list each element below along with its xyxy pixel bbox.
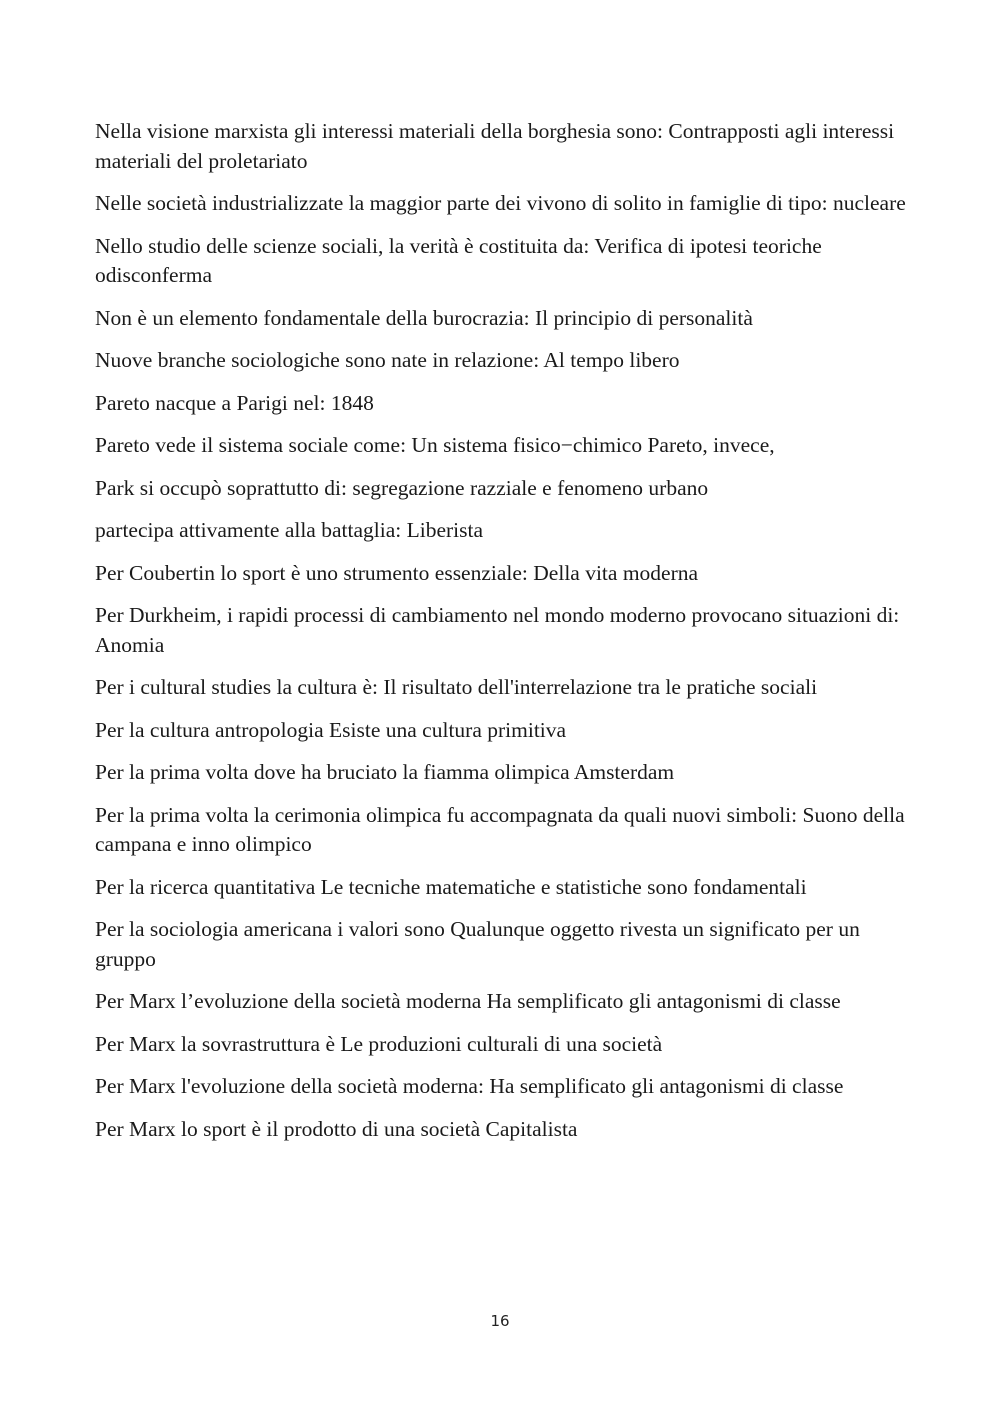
entry-text: Per la cultura antropologia Esiste una cultura primitiva [95, 717, 567, 742]
entry-text: Per la prima volta la cerimonia olimpica fu accompagnata da quali nuovi simboli: Suono della campana e inno olimpico [95, 802, 905, 856]
entry-text: Per Coubertin lo sport è uno strumento essenziale: Della vita moderna [95, 560, 699, 585]
entry-text: Per Marx l'evoluzione della società moderna: Ha semplificato gli antagonismi di classe [95, 1074, 844, 1098]
entry-text: Nuove branche sociologiche sono nate in relazione: Al tempo libero [95, 348, 680, 372]
entry-text: Per Durkheim, i rapidi processi di cambiamento nel mondo moderno provocano situazioni di: Anomia [95, 603, 900, 657]
entry-text: Nella visione marxista gli interessi materiali della borghesia sono: Contrapposti agli interessi materiali del proletariato [95, 119, 895, 173]
entry-text: Per i cultural studies la cultura è: Il risultato dell'interrelazione tra le pratiche sociali [95, 675, 818, 699]
document-body [95, 117, 915, 1157]
entry-text: Per la ricerca quantitativa Le tecniche matematiche e statistiche sono fondamentali [95, 874, 807, 899]
entry-text: Per Marx la sovrastruttura è Le produzioni culturali di una società [95, 1031, 663, 1056]
entry-text: partecipa attivamente alla battaglia: Liberista [95, 518, 484, 542]
entry-text: Per Marx l’evoluzione della società moderna Ha semplificato gli antagonismi di classe [95, 989, 841, 1013]
entry-text: Nello studio delle scienze sociali, la verità è costituita da: Verifica di ipotesi teoriche odisconferma [95, 233, 822, 287]
entry-text: Nelle società industrializzate la maggior parte dei vivono di solito in famiglie di tipo: nucleare [95, 191, 906, 215]
entry-text: Per la sociologia americana i valori sono Qualunque oggetto rivesta un significato per un gruppo [95, 917, 860, 971]
entry-text: Pareto vede il sistema sociale come: Un sistema fisico−chimico Pareto, invece, [95, 433, 775, 457]
entry-text: Per la prima volta dove ha bruciato la fiamma olimpica Amsterdam [95, 760, 675, 784]
page-number: 16 [490, 1312, 510, 1330]
entry-text: Park si occupò soprattutto di: segregazione razziale e fenomeno urbano [95, 475, 709, 500]
entry-text: Non è un elemento fondamentale della burocrazia: Il principio di personalità [95, 305, 753, 330]
entry-text: Per Marx lo sport è il prodotto di una società Capitalista [95, 1116, 578, 1141]
entry-text: Pareto nacque a Parigi nel: 1848 [95, 390, 374, 415]
